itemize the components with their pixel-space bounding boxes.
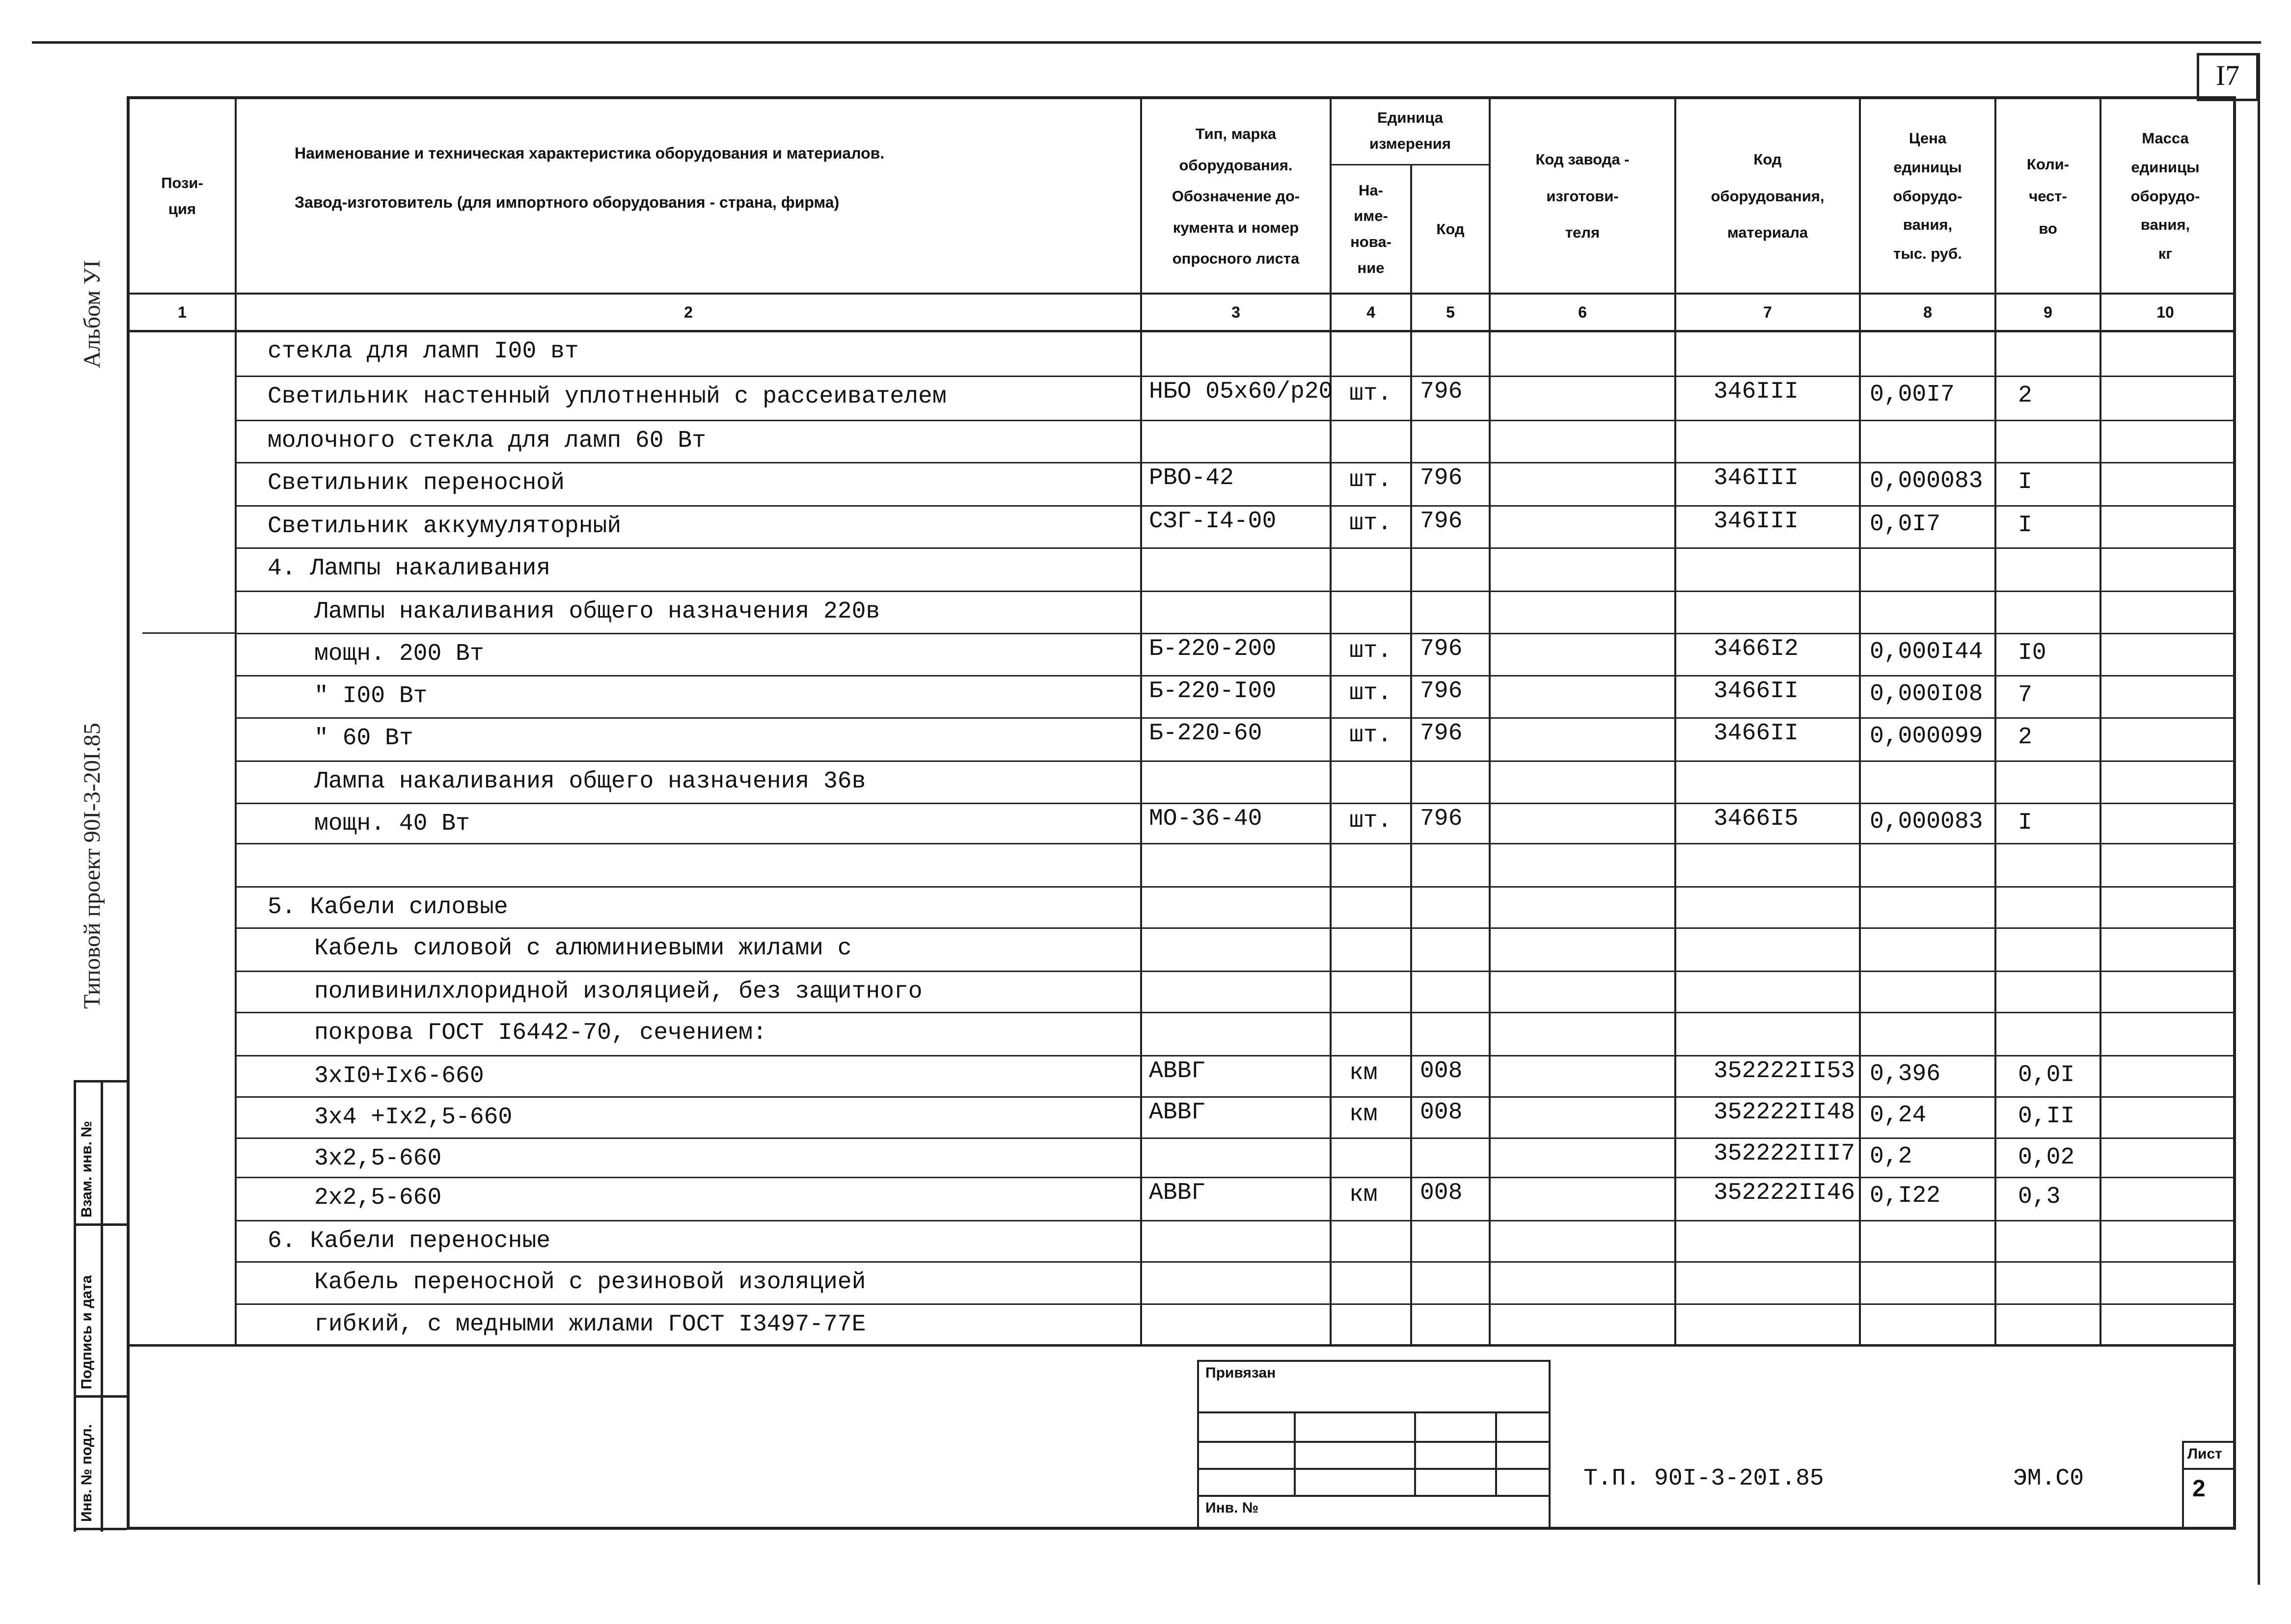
row-4-unit-code: 796 bbox=[1420, 508, 1463, 535]
row-8-quantity: 7 bbox=[2018, 682, 2032, 708]
stamp-designation: Т.П. 90I-3-20I.85 bbox=[1583, 1465, 1824, 1492]
header-col1: Пози- ция bbox=[161, 174, 203, 217]
row-1-unit-code: 796 bbox=[1420, 379, 1463, 405]
row-line-16 bbox=[236, 1012, 2236, 1013]
row-8-equipment-code: 3466II bbox=[1714, 678, 1799, 704]
row-line-17 bbox=[236, 1055, 2236, 1056]
side-stamp-original-inv: Инв. № подл. bbox=[79, 1424, 95, 1522]
row-3-equipment-code: 346III bbox=[1714, 465, 1799, 491]
number-row-bottom-line bbox=[127, 330, 2236, 332]
row-19-equipment-code: 352222III7 bbox=[1714, 1140, 1855, 1167]
row-11-unit: шт. bbox=[1349, 808, 1392, 834]
row-19-name: 3х2,5-660 bbox=[314, 1145, 442, 1172]
row-11-name: мощн. 40 Вт bbox=[314, 811, 470, 837]
row-line-6 bbox=[236, 591, 2236, 592]
row-20-price: 0,I22 bbox=[1870, 1183, 1941, 1209]
header-col6: Код завода - изготови- теля bbox=[1535, 151, 1630, 242]
header-col9: Коли- чест- во bbox=[2026, 156, 2070, 237]
row-6-name: Лампы накаливания общего назначения 220в bbox=[314, 598, 880, 625]
row-line-21 bbox=[236, 1220, 2236, 1221]
row-20-unit-code: 008 bbox=[1420, 1180, 1463, 1206]
sheet-number: I7 bbox=[2215, 59, 2240, 91]
colnum-8: 8 bbox=[1923, 303, 1932, 321]
row-3-name: Светильник переносной bbox=[268, 470, 565, 496]
row-18-equipment-code: 352222II48 bbox=[1714, 1099, 1855, 1126]
column-line-4 bbox=[1410, 164, 1412, 1345]
header-col3: Тип, марка оборудования. Обозначение до- кумента и номер опросного листа bbox=[1172, 125, 1300, 268]
row-7-quantity: I0 bbox=[2018, 640, 2046, 666]
row-21-name: 6. Кабели переносные bbox=[268, 1228, 551, 1254]
colnum-7: 7 bbox=[1763, 303, 1772, 321]
row-11-price: 0,000083 bbox=[1870, 809, 1983, 835]
row-9-type: Б-220-60 bbox=[1149, 720, 1262, 747]
row-line-10 bbox=[236, 760, 2236, 762]
header-col2-line2: Завод-изготовитель (для импортного оборудования - страна, фирма) bbox=[295, 193, 840, 211]
row-8-name: " I00 Вт bbox=[314, 683, 428, 709]
row-1-type: НБО 05х60/р20 bbox=[1149, 379, 1333, 405]
top-border-line bbox=[32, 41, 2261, 44]
row-line-11 bbox=[236, 803, 2236, 804]
row-line-20 bbox=[236, 1177, 2236, 1178]
header-col5: Код bbox=[1436, 220, 1465, 238]
row-3-type: РВО-42 bbox=[1149, 465, 1234, 491]
row-9-unit-code: 796 bbox=[1420, 720, 1463, 747]
header-units-group: Единица измерения bbox=[1369, 109, 1451, 152]
row-8-unit-code: 796 bbox=[1420, 678, 1463, 704]
row-line-4 bbox=[236, 505, 2236, 507]
colnum-5: 5 bbox=[1446, 303, 1455, 321]
row-18-type: АВВГ bbox=[1149, 1099, 1206, 1126]
right-border-line bbox=[2258, 53, 2260, 1585]
colnum-1: 1 bbox=[178, 303, 187, 321]
colnum-6: 6 bbox=[1578, 303, 1587, 321]
row-line-7 bbox=[236, 633, 2236, 634]
row-20-quantity: 0,3 bbox=[2018, 1184, 2061, 1210]
colnum-3: 3 bbox=[1231, 303, 1240, 321]
row-17-unit-code: 008 bbox=[1420, 1058, 1463, 1084]
row-1-equipment-code: 346III bbox=[1714, 379, 1799, 405]
row-1-price: 0,00I7 bbox=[1870, 381, 1955, 408]
row-10-name: Лампа накаливания общего назначения 36в bbox=[314, 768, 866, 795]
row-8-price: 0,000I08 bbox=[1870, 681, 1983, 707]
colnum-2: 2 bbox=[684, 303, 693, 321]
row-3-unit-code: 796 bbox=[1420, 465, 1463, 491]
stamp-inv-label: Инв. № bbox=[1205, 1500, 1259, 1516]
stamp-section: ЭМ.С0 bbox=[2013, 1465, 2084, 1492]
row-4-price: 0,0I7 bbox=[1870, 511, 1941, 538]
row-19-quantity: 0,02 bbox=[2018, 1144, 2075, 1171]
row-13-name: 5. Кабели силовые bbox=[268, 894, 508, 920]
row-3-price: 0,000083 bbox=[1870, 468, 1983, 494]
row-7-unit-code: 796 bbox=[1420, 636, 1463, 662]
project-caption: Типовой проект 90I-3-20I.85 bbox=[79, 723, 105, 1009]
row-17-type: АВВГ bbox=[1149, 1058, 1206, 1084]
row-line-23 bbox=[236, 1303, 2236, 1305]
row-2-name: молочного стекла для ламп 60 Вт bbox=[268, 428, 706, 454]
row-22-name: Кабель переносной с резиновой изоляцией bbox=[314, 1269, 866, 1296]
row-7-price: 0,000I44 bbox=[1870, 639, 1983, 665]
row-line-19 bbox=[236, 1137, 2236, 1139]
row-11-unit-code: 796 bbox=[1420, 806, 1463, 832]
row-18-quantity: 0,II bbox=[2018, 1103, 2075, 1130]
row-3-quantity: I bbox=[2018, 469, 2032, 495]
row-4-quantity: I bbox=[2018, 512, 2032, 539]
album-caption: Альбом УI bbox=[79, 260, 105, 368]
row-0-name: стекла для ламп I00 вт bbox=[268, 338, 579, 365]
row-11-quantity: I bbox=[2018, 810, 2032, 836]
table-bottom-line bbox=[127, 1344, 2236, 1347]
row-1-quantity: 2 bbox=[2018, 382, 2032, 409]
row-18-unit: км bbox=[1349, 1101, 1378, 1128]
row-9-price: 0,000099 bbox=[1870, 723, 1983, 750]
row-17-name: 3хI0+Iх6-660 bbox=[314, 1063, 484, 1089]
row-15-name: поливинилхлоридной изоляцией, без защитного bbox=[314, 978, 923, 1005]
row-4-type: СЗГ-I4-00 bbox=[1149, 508, 1277, 535]
row-18-price: 0,24 bbox=[1870, 1102, 1927, 1129]
colnum-4: 4 bbox=[1366, 303, 1375, 321]
row-8-unit: шт. bbox=[1349, 680, 1392, 706]
row-line-5 bbox=[236, 547, 2236, 549]
colnum-10: 10 bbox=[2156, 303, 2174, 321]
row-9-quantity: 2 bbox=[2018, 724, 2032, 751]
row-line-13 bbox=[236, 886, 2236, 888]
row-8-type: Б-220-I00 bbox=[1149, 678, 1277, 704]
row-5-name: 4. Лампы накаливания bbox=[268, 555, 551, 582]
row-17-unit: км bbox=[1349, 1060, 1378, 1086]
row-7-equipment-code: 3466I2 bbox=[1714, 636, 1799, 662]
row-line-9 bbox=[236, 717, 2236, 719]
row-line-2 bbox=[236, 420, 2236, 421]
row-23-name: гибкий, с медными жилами ГОСТ I3497-77Е bbox=[314, 1311, 866, 1338]
row-7-type: Б-220-200 bbox=[1149, 636, 1277, 662]
row-17-quantity: 0,0I bbox=[2018, 1062, 2075, 1088]
column-line-1 bbox=[235, 96, 237, 1345]
header-col4: На- име- нова- ние bbox=[1350, 181, 1391, 276]
row-1-unit: шт. bbox=[1349, 380, 1392, 407]
row-11-type: МО-36-40 bbox=[1149, 806, 1262, 832]
margin-tick bbox=[142, 632, 236, 634]
row-20-type: АВВГ bbox=[1149, 1180, 1206, 1206]
row-1-name: Светильник настенный уплотненный с рассеивателем bbox=[268, 383, 947, 410]
row-7-name: мощн. 200 Вт bbox=[314, 641, 484, 667]
side-stamp-replace-inv: Взам. инв. № bbox=[79, 1121, 95, 1218]
row-4-name: Светильник аккумуляторный bbox=[268, 513, 622, 540]
header-col2-line1: Наименование и техническая характеристика оборудования и материалов. bbox=[295, 144, 885, 162]
header-col8: Цена единицы оборудо- вания, тыс. руб. bbox=[1893, 129, 1963, 263]
row-20-name: 2х2,5-660 bbox=[314, 1185, 442, 1211]
header-col7: Код оборудования, материала bbox=[1711, 151, 1825, 242]
side-stamp-signature-date: Подпись и дата bbox=[79, 1275, 95, 1389]
row-20-unit: км bbox=[1349, 1182, 1378, 1208]
colnum-9: 9 bbox=[2044, 303, 2052, 321]
row-4-unit: шт. bbox=[1349, 510, 1392, 537]
row-19-price: 0,2 bbox=[1870, 1143, 1912, 1170]
row-16-name: покрова ГОСТ I6442-70, сечением: bbox=[314, 1020, 767, 1046]
row-line-15 bbox=[236, 971, 2236, 972]
row-line-22 bbox=[236, 1261, 2236, 1263]
stamp-sheet-label: Лист bbox=[2187, 1446, 2222, 1462]
row-17-equipment-code: 352222II53 bbox=[1714, 1058, 1855, 1084]
row-3-unit: шт. bbox=[1349, 467, 1392, 493]
stamp-sheet-value: 2 bbox=[2192, 1476, 2206, 1502]
row-9-name: " 60 Вт bbox=[314, 725, 413, 752]
row-17-price: 0,396 bbox=[1870, 1061, 1941, 1087]
row-9-equipment-code: 3466II bbox=[1714, 720, 1799, 747]
row-line-3 bbox=[236, 462, 2236, 463]
row-11-equipment-code: 3466I5 bbox=[1714, 806, 1799, 832]
row-line-8 bbox=[236, 675, 2236, 677]
row-9-unit: шт. bbox=[1349, 722, 1392, 749]
row-4-equipment-code: 346III bbox=[1714, 508, 1799, 535]
row-20-equipment-code: 352222II46 bbox=[1714, 1180, 1855, 1206]
row-7-unit: шт. bbox=[1349, 638, 1392, 664]
row-line-14 bbox=[236, 927, 2236, 929]
row-18-name: 3х4 +Iх2,5-660 bbox=[314, 1104, 513, 1131]
row-line-1 bbox=[236, 376, 2236, 377]
row-18-unit-code: 008 bbox=[1420, 1099, 1463, 1126]
row-line-12 bbox=[236, 843, 2236, 844]
row-line-18 bbox=[236, 1096, 2236, 1098]
stamp-linked-label: Привязан bbox=[1205, 1365, 1276, 1381]
row-14-name: Кабель силовой с алюминиевыми жилами с bbox=[314, 935, 852, 962]
header-col10: Масса единицы оборудо- вания, кг bbox=[2130, 129, 2200, 263]
